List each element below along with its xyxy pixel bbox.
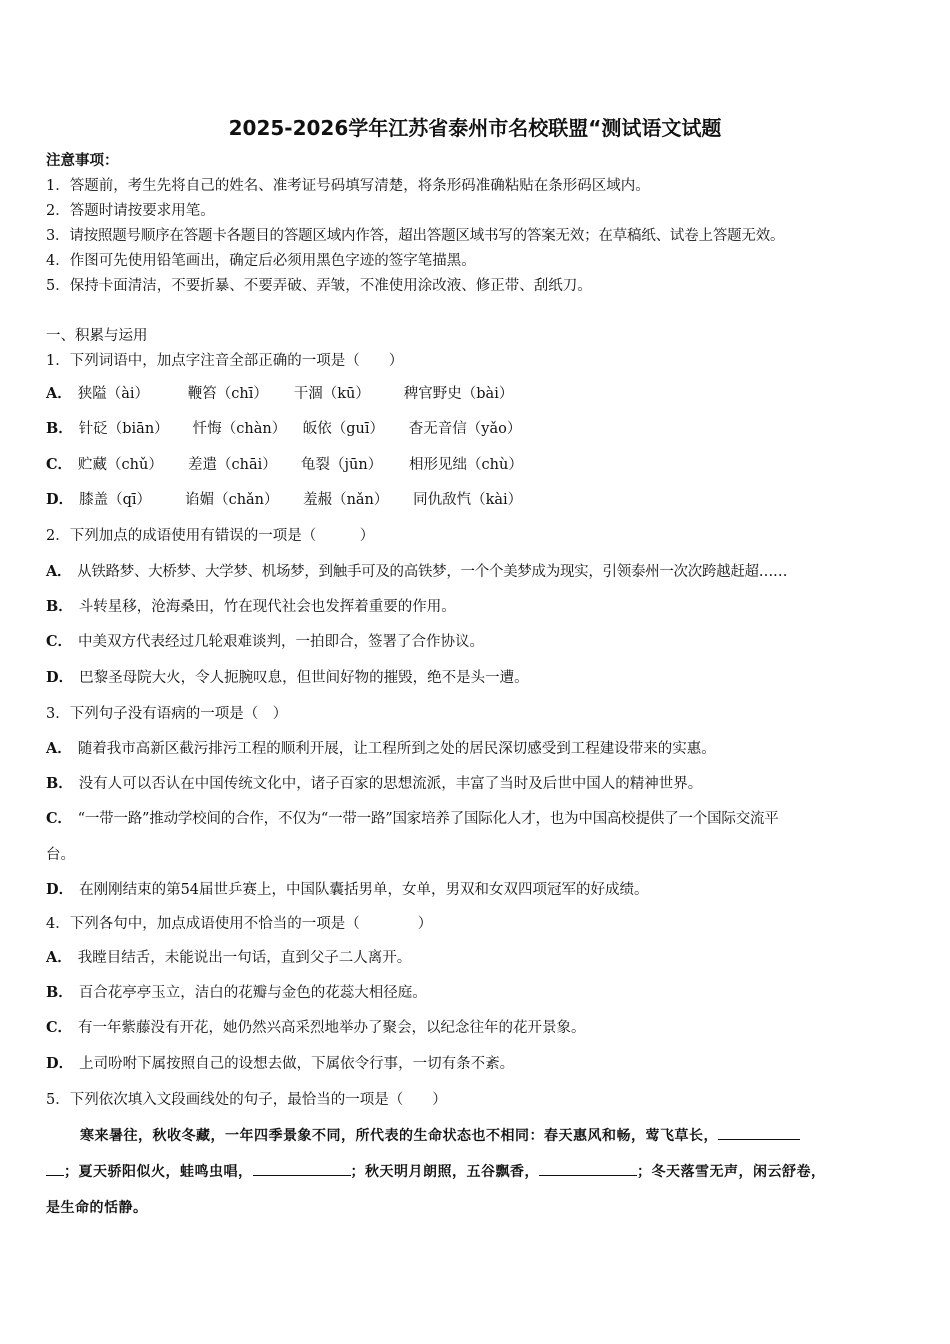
- q5-passage-line-2: [46, 1161, 826, 1182]
- q4-option-b: [46, 983, 427, 1003]
- option-word: 鞭笞（chī）: [187, 386, 268, 402]
- option-label: A．: [46, 949, 72, 966]
- q5-passage-line-3: 是生命的恬静。: [46, 1200, 148, 1216]
- answer-blank: [253, 1161, 351, 1176]
- option-text: 没有人可以否认在中国传统文化中，诸子百家的思想流派，丰富了当时及后世中国人的精神世界。: [78, 776, 703, 792]
- option-word: 稗官野史（bài）: [403, 386, 514, 402]
- notice-item-4: 4．作图可先使用铅笔画出，确定后必须用黑色字迹的签字笔描黑。: [46, 253, 476, 269]
- option-text: “一带一路”推动学校间的合作，不仅为“一带一路”国家培养了国际化人才，也为中国高校提供了一个国际交流平: [77, 811, 779, 827]
- option-label: B．: [46, 775, 73, 792]
- option-label: D．: [46, 669, 74, 686]
- option-label: B．: [46, 598, 73, 615]
- option-word: 狭隘（ài）: [77, 386, 150, 402]
- option-text: 巴黎圣母院大火，令人扼腕叹息，但世间好物的摧毁，绝不是头一遭。: [79, 670, 529, 686]
- q2-option-b: [46, 597, 456, 617]
- notice-item-3: 3．请按照题号顺序在答题卡各题目的答题区域内作答，超出答题区域书写的答案无效；在草稿纸、试卷上答题无效。: [46, 228, 785, 244]
- q4-option-a: [46, 948, 411, 968]
- answer-blank: [539, 1161, 637, 1176]
- option-word: 羞赧（nǎn）: [303, 492, 389, 508]
- q3-option-d: [46, 880, 649, 900]
- option-word: 差遣（chāi）: [188, 457, 277, 473]
- option-label: C．: [46, 456, 73, 473]
- option-text: 百合花亭亭玉立，洁白的花瓣与金色的花蕊大相径庭。: [78, 985, 427, 1001]
- option-label: C．: [46, 633, 73, 650]
- q2-stem: 2．下列加点的成语使用有错误的一项是（ ）: [46, 528, 375, 544]
- q5-passage-line-1: [80, 1125, 800, 1146]
- option-label: A．: [46, 563, 72, 580]
- passage-text: ；冬天落雪无声，闲云舒卷，: [637, 1164, 826, 1180]
- q1-option-c: [46, 455, 523, 475]
- q1-option-d: [46, 490, 522, 510]
- option-word: 忏悔（chàn）: [192, 421, 287, 437]
- option-word: 皈依（guī）: [302, 421, 385, 437]
- option-label: C．: [46, 1019, 73, 1036]
- option-text: 在刚刚结束的第54届世乒赛上，中国队囊括男单，女单，男双和女双四项冠军的好成绩。: [79, 882, 649, 898]
- option-word: 相形见绌（chù）: [409, 457, 523, 473]
- q4-option-c: [46, 1018, 586, 1038]
- q3-option-a: [46, 739, 716, 759]
- q2-option-d: [46, 668, 529, 688]
- option-word: 谄媚（chǎn）: [185, 492, 279, 508]
- q3-stem: 3．下列句子没有语病的一项是（ ）: [46, 706, 288, 722]
- notice-item-2: 2．答题时请按要求用笔。: [46, 203, 215, 219]
- option-word: 贮藏（chǔ）: [78, 457, 163, 473]
- q1-stem: 1．下列词语中，加点字注音全部正确的一项是（ ）: [46, 353, 404, 369]
- option-text: 中美双方代表经过几轮艰难谈判，一拍即合，签署了合作协议。: [78, 634, 485, 650]
- notice-item-5: 5．保持卡面清洁，不要折暴、不要弄破、弄皱，不准使用涂改液、修正带、刮纸刀。: [46, 278, 592, 294]
- option-label: B．: [46, 420, 73, 437]
- option-word: 针砭（biān）: [78, 421, 169, 437]
- option-text: 我瞠目结舌，未能说出一句话，直到父子二人离开。: [77, 950, 412, 966]
- q3-option-c: [46, 809, 779, 829]
- notice-item-1: 1．答题前，考生先将自己的姓名、准考证号码填写清楚，将条形码准确粘贴在条形码区域内。: [46, 178, 650, 194]
- q2-option-a: [46, 562, 787, 582]
- option-word: 干涸（kū）: [293, 386, 370, 402]
- option-text: 上司吩咐下属按照自己的设想去做，下属依令行事，一切有条不紊。: [79, 1056, 515, 1072]
- q5-stem: 5．下列依次填入文段画线处的句子，最恰当的一项是（ ）: [46, 1092, 447, 1108]
- q4-stem: 4．下列各句中，加点成语使用不恰当的一项是（ ）: [46, 916, 433, 932]
- option-label: A．: [46, 385, 72, 402]
- passage-text: ；秋天明月朗照，五谷飘香，: [350, 1164, 539, 1180]
- option-text: 有一年紫藤没有开花，她仍然兴高采烈地举办了聚会，以纪念往年的花开景象。: [78, 1020, 586, 1036]
- option-word: 龟裂（jūn）: [301, 457, 383, 473]
- option-label: D．: [46, 491, 74, 508]
- q3-option-b: [46, 774, 702, 794]
- answer-blank: [46, 1161, 64, 1176]
- q1-option-a: [46, 384, 513, 404]
- option-label: D．: [46, 881, 74, 898]
- option-text: 从铁路梦、大桥梦、大学梦、机场梦，到触手可及的高铁梦，一个个美梦成为现实，引领泰州一次次跨越赶超……: [77, 564, 788, 580]
- option-word: 同仇敌忾（kài）: [413, 492, 523, 508]
- q2-option-c: [46, 632, 484, 652]
- q1-option-b: [46, 419, 521, 439]
- answer-blank: [718, 1125, 800, 1140]
- option-word: 杳无音信（yǎo）: [408, 421, 522, 437]
- option-label: B．: [46, 984, 73, 1001]
- exam-title: 2025-2026学年江苏省泰州市名校联盟“测试语文试题: [228, 116, 722, 140]
- passage-text: 寒来暑往，秋收冬藏，一年四季景象不同，所代表的生命状态也不相同：春天惠风和畅，莺飞草长，: [80, 1128, 718, 1144]
- option-text: 随着我市高新区截污排污工程的顺利开展，让工程所到之处的居民深切感受到工程建设带来的实惠。: [77, 741, 716, 757]
- q3-option-c-continued: 台。: [46, 847, 75, 863]
- notice-heading: 注意事项：: [46, 152, 119, 169]
- option-label: A．: [46, 740, 72, 757]
- passage-text: ；夏天骄阳似火，蛙鸣虫唱，: [64, 1164, 253, 1180]
- option-word: 膝盖（qī）: [79, 492, 151, 508]
- q4-option-d: [46, 1054, 514, 1074]
- option-label: D．: [46, 1055, 74, 1072]
- option-text: 斗转星移，沧海桑田，竹在现代社会也发挥着重要的作用。: [78, 599, 456, 615]
- option-label: C．: [46, 810, 72, 827]
- section-heading: 一、积累与运用: [46, 328, 148, 344]
